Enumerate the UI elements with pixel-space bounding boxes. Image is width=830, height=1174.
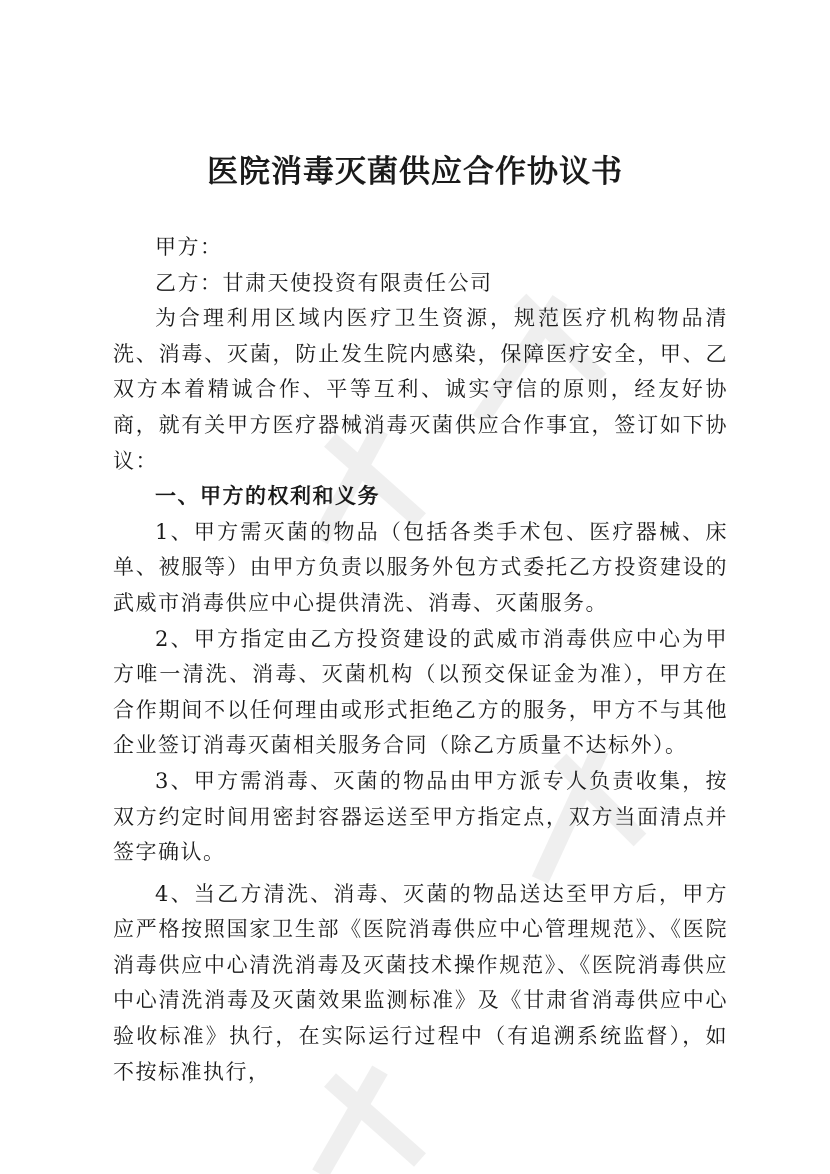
clause-paragraph: 3、甲方需消毒、灭菌的物品由甲方派专人负责收集，按双方约定时间用密封容器运送至甲方指定点，双方当面清点并签字确认。 [113,768,728,865]
section-heading: 一、甲方的权利和义务 [155,484,380,509]
clause-paragraph: 1、甲方需灭菌的物品（包括各类手术包、医疗器械、床单、被服等）由甲方负责以服务外包方式委托乙方投资建设的武威市消毒供应中心提供清洗、消毒、灭菌服务。 [113,519,728,615]
document-body [113,230,728,1090]
party-a-line: 甲方： [155,235,223,259]
clause-paragraph: 2、甲方指定由乙方投资建设的武威市消毒供应中心为甲方唯一清洗、消毒、灭菌机构（以预交保证金为准），甲方在合作期间不以任何理由或形式拒绝乙方的服务，甲方不与其他企业签订消毒灭菌相关服务合同（除乙方质量不达标外）。 [113,626,728,758]
intro-paragraph: 为合理利用区域内医疗卫生资源，规范医疗机构物品清洗、消毒、灭菌，防止发生院内感染，保障医疗安全，甲、乙双方本着精诚合作、平等互利、诚实守信的原则，经友好协商，就有关甲方医疗器械消毒灭菌供应合作事宜，签订如下协议： [113,306,728,473]
party-b-line: 乙方：甘肃天使投资有限责任公司 [155,270,493,295]
document-title: 医院消毒灭菌供应合作协议书 [207,154,623,190]
clause-paragraph: 4、当乙方清洗、消毒、灭菌的物品送达至甲方后，甲方应严格按照国家卫生部《医院消毒供应中心管理规范》、《医院消毒供应中心清洗消毒及灭菌技术操作规范》、《医院消毒供应中心清洗消毒及灭菌效果监测标准》及《甘肃省消毒供应中心验收标准》执行，在实际运行过程中（有追溯系统监督），如不按标准执行， [113,881,728,1084]
